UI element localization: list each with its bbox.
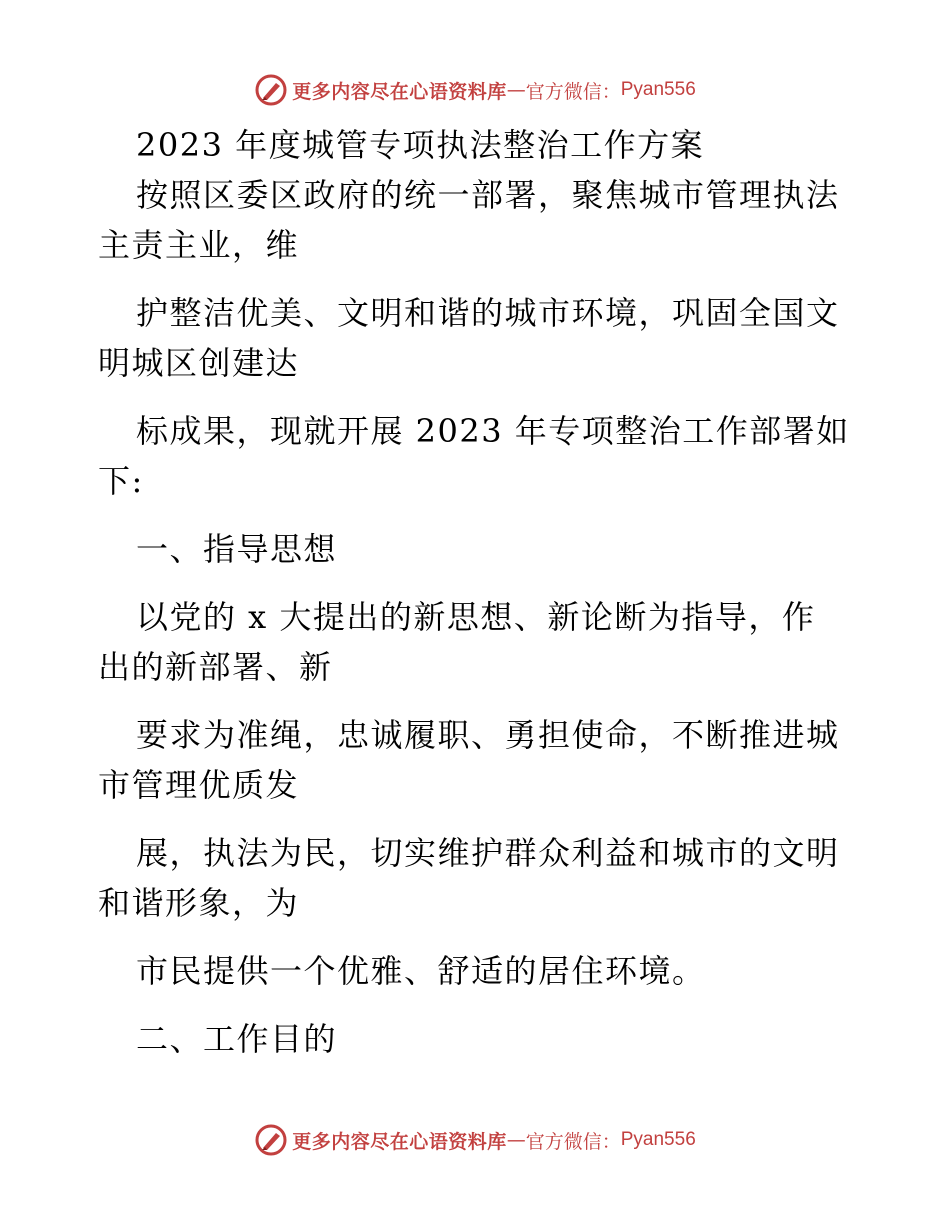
paragraph-line: 下: <box>98 462 144 500</box>
banner-dash: — <box>506 1129 526 1151</box>
paragraph-line: 主责主业，维 <box>98 226 300 264</box>
section-heading: 一、指导思想 <box>136 530 338 568</box>
banner-site-text: 更多内容尽在心语资料库 <box>292 80 507 103</box>
paragraph-line: 标成果，现就开展 2023 年专项整治工作部署如 <box>136 412 850 450</box>
document-body <box>98 120 858 1064</box>
document-title: 2023 年度城管专项执法整治工作方案 <box>136 126 705 164</box>
banner-dash: — <box>506 79 526 101</box>
banner-wechat-id: Pyan556 <box>620 79 696 100</box>
section-heading: 二、工作目的 <box>136 1020 338 1058</box>
paragraph-line: 明城区创建达 <box>98 344 300 382</box>
paragraph-line: 市民提供一个优雅、舒适的居住环境。 <box>136 952 706 990</box>
brush-pen-seal-icon <box>254 73 288 107</box>
paragraph-line: 展，执法为民，切实维护群众利益和城市的文明 <box>136 834 840 872</box>
paragraph-line: 要求为准绳，忠诚履职、勇担使命，不断推进城 <box>136 716 840 754</box>
header-banner <box>0 70 950 110</box>
banner-wechat-id: Pyan556 <box>620 1129 696 1150</box>
paragraph-line: 以党的 x 大提出的新思想、新论断为指导，作 <box>136 598 816 636</box>
banner-site-text: 更多内容尽在心语资料库 <box>292 1130 507 1153</box>
paragraph-line: 和谐形象，为 <box>98 884 300 922</box>
banner-wechat-label: 官方微信： <box>525 1130 621 1153</box>
paragraph-line: 护整洁优美、文明和谐的城市环境，巩固全国文 <box>136 294 840 332</box>
brush-pen-seal-icon <box>254 1123 288 1157</box>
paragraph-line: 出的新部署、新 <box>98 648 333 686</box>
paragraph-line: 市管理优质发 <box>98 766 300 804</box>
banner-wechat-label: 官方微信： <box>525 80 621 103</box>
paragraph-line: 按照区委区政府的统一部署，聚焦城市管理执法 <box>136 176 840 214</box>
footer-banner <box>0 1120 950 1160</box>
